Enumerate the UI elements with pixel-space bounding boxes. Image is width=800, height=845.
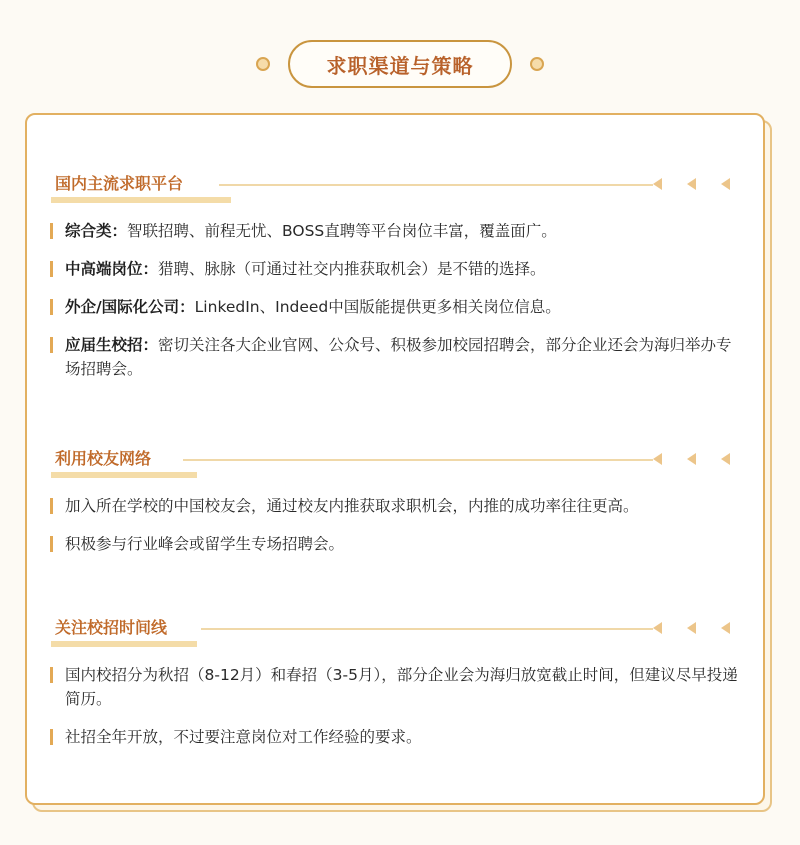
item-list (27, 219, 763, 381)
triangle-left-icon (653, 178, 662, 190)
page-title: 求职渠道与策略 (288, 40, 512, 88)
item-label: 外企/国际化公司： (65, 298, 195, 316)
arrows-decoration (653, 175, 733, 193)
item-list (27, 663, 763, 749)
list-item (27, 494, 763, 518)
list-item (27, 663, 763, 711)
item-label: 中高端岗位： (65, 260, 159, 278)
item-text: 国内校招分为秋招（8-12月）和春招（3-5月），部分企业会为海归放宽截止时间，但建议尽早投递简历。 (65, 666, 738, 708)
item-text: 猎聘、脉脉（可通过社交内推获取机会）是不错的选择。 (158, 260, 546, 278)
item-text: 社招全年开放，不过要注意岗位对工作经验的要求。 (65, 728, 422, 746)
list-item (27, 219, 763, 243)
title-row (0, 40, 800, 92)
triangle-left-icon (687, 178, 696, 190)
section-heading: 国内主流求职平台 (55, 174, 184, 193)
heading-highlight (51, 472, 197, 478)
section-platforms (27, 167, 763, 395)
triangle-left-icon (721, 453, 730, 465)
section-timeline (27, 611, 763, 763)
item-text: 智联招聘、前程无忧、BOSS直聘等平台岗位丰富，覆盖面广。 (127, 222, 557, 240)
triangle-left-icon (687, 453, 696, 465)
section-header (27, 611, 763, 647)
arrows-decoration (653, 450, 733, 468)
list-item (27, 532, 763, 556)
triangle-left-icon (653, 453, 662, 465)
section-header (27, 442, 763, 478)
item-label: 综合类： (65, 222, 128, 240)
triangle-left-icon (721, 622, 730, 634)
circle-dot-icon (256, 57, 270, 71)
triangle-left-icon (653, 622, 662, 634)
section-alumni (27, 442, 763, 570)
item-text: LinkedIn、Indeed中国版能提供更多相关岗位信息。 (194, 298, 561, 316)
list-item (27, 333, 763, 381)
heading-highlight (51, 641, 197, 647)
item-label: 应届生校招： (65, 336, 159, 354)
circle-dot-icon (530, 57, 544, 71)
section-header (27, 167, 763, 203)
triangle-left-icon (687, 622, 696, 634)
divider-line (183, 459, 653, 461)
arrows-decoration (653, 619, 733, 637)
item-text: 加入所在学校的中国校友会，通过校友内推获取求职机会，内推的成功率往往更高。 (65, 497, 639, 515)
section-heading: 利用校友网络 (55, 449, 152, 468)
heading-highlight (51, 197, 231, 203)
divider-line (219, 184, 653, 186)
item-text: 密切关注各大企业官网、公众号、积极参加校园招聘会，部分企业还会为海归举办专场招聘会。 (65, 336, 732, 378)
list-item (27, 257, 763, 281)
list-item (27, 295, 763, 319)
section-heading: 关注校招时间线 (55, 618, 168, 637)
content-card (25, 113, 765, 805)
item-list (27, 494, 763, 556)
triangle-left-icon (721, 178, 730, 190)
list-item (27, 725, 763, 749)
divider-line (201, 628, 653, 630)
item-text: 积极参与行业峰会或留学生专场招聘会。 (65, 535, 345, 553)
